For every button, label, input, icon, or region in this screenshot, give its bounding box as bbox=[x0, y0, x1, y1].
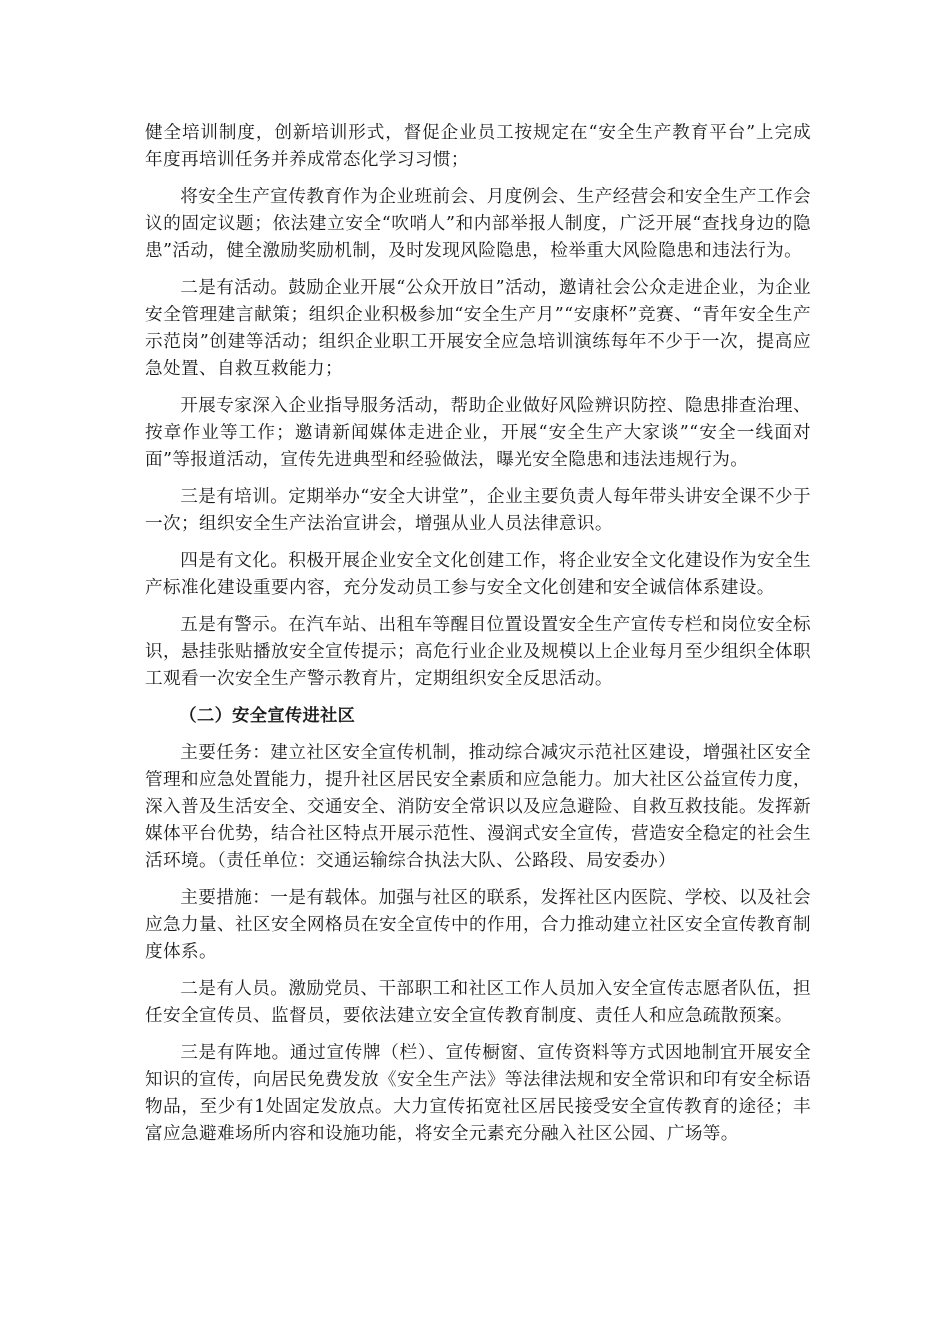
paragraph-culture: 四是有文化。积极开展企业安全文化创建工作，将企业安全文化建设作为安全生产标准化建设重要内容，充分发动员工参与安全文化创建和安全诚信体系建设。 bbox=[145, 551, 811, 598]
paragraph-main-measures: 主要措施：一是有载体。加强与社区的联系，发挥社区内医院、学校、以及社会应急力量、社区安全网格员在安全宣传中的作用，合力推动建立社区安全宣传教育制度体系。 bbox=[145, 888, 811, 962]
paragraph-venues: 三是有阵地。通过宣传牌（栏）、宣传橱窗、宣传资料等方式因地制宜开展安全知识的宣传，向居民免费发放《安全生产法》等法律法规和安全常识和印有安全标语物品，至少有1处固定发放点。大力宣传拓宽社区居民接受安全宣传教育的途径；丰富应急避难场所内容和设施功能，将安全元素充分融入社区公园、广场等。 bbox=[145, 1043, 811, 1144]
section-heading: （二）安全宣传进社区 bbox=[179, 706, 356, 726]
paragraph-meeting-agenda: 将安全生产宣传教育作为企业班前会、月度例会、生产经营会和安全生产工作会议的固定议题；依法建立安全“吹哨人”和内部举报人制度，广泛开展“查找身边的隐患”活动，健全激励奖励机制，及时发现风险隐患，检举重大风险隐患和违法行为。 bbox=[145, 187, 811, 261]
paragraph-expert-guidance: 开展专家深入企业指导服务活动，帮助企业做好风险辨识防控、隐患排查治理、按章作业等工作；邀请新闻媒体走进企业，开展“安全生产大家谈”“安全一线面对面”等报道活动，宣传先进典型和经验做法，曝光安全隐患和违法违规行为。 bbox=[145, 396, 811, 470]
paragraph-training-system: 健全培训制度，创新培训形式，督促企业员工按规定在“安全生产教育平台”上完成年度再培训任务并养成常态化学习习惯； bbox=[145, 123, 811, 170]
paragraph-main-tasks: 主要任务：建立社区安全宣传机制，推动综合减灾示范社区建设，增强社区安全管理和应急处置能力，提升社区居民安全素质和应急能力。加大社区公益宣传力度，深入普及生活安全、交通安全、消防安全常识以及应急避险、自救互救技能。发挥新媒体平台优势，结合社区特点开展示范性、漫润式安全宣传，营造安全稳定的社会生活环境。（责任单位：交通运输综合执法大队、公路段、局安委办） bbox=[145, 743, 811, 871]
paragraph-personnel: 二是有人员。激励党员、干部职工和社区工作人员加入安全宣传志愿者队伍，担任安全宣传员、监督员，要依法建立安全宣传教育制度、责任人和应急疏散预案。 bbox=[145, 979, 811, 1026]
paragraph-training: 三是有培训。定期举办“安全大讲堂”，企业主要负责人每年带头讲安全课不少于一次；组织安全生产法治宣讲会，增强从业人员法律意识。 bbox=[145, 487, 811, 534]
paragraph-warning: 五是有警示。在汽车站、出租车等醒目位置设置安全生产宣传专栏和岗位安全标识，悬挂张贴播放安全宣传提示；高危行业企业及规模以上企业每月至少组织全体职工观看一次安全生产警示教育片，定期组织安全反思活动。 bbox=[145, 615, 811, 689]
paragraph-activities: 二是有活动。鼓励企业开展“公众开放日”活动，邀请社会公众走进企业，为企业安全管理建言献策；组织企业积极参加“安全生产月”“安康杯”竞赛、“青年安全生产示范岗”创建等活动；组织企业职工开展安全应急培训演练每年不少于一次，提高应急处置、自救互救能力； bbox=[145, 278, 811, 379]
document-page bbox=[145, 120, 811, 1158]
